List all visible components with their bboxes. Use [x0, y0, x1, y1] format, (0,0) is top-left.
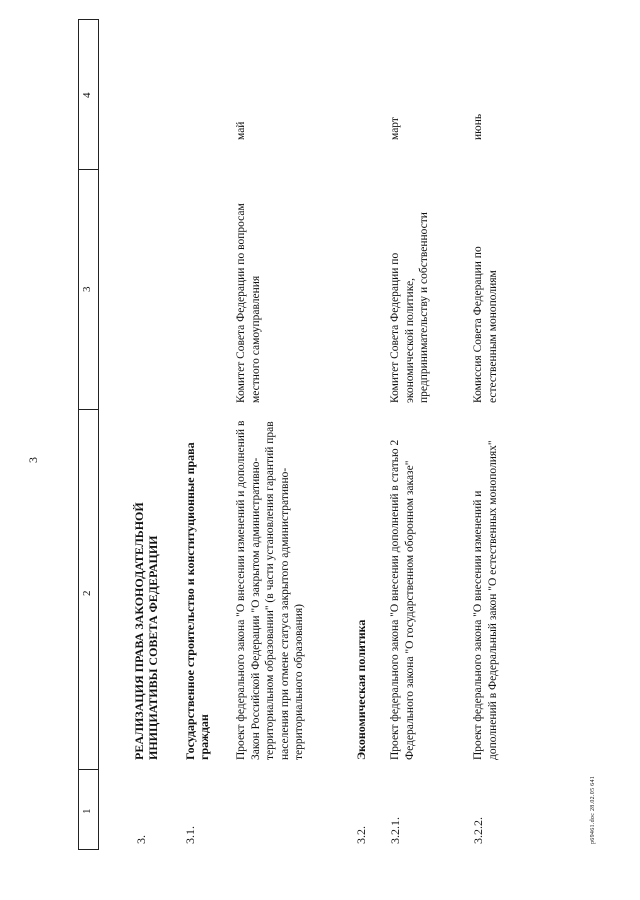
header-col-divider [78, 169, 99, 170]
deadline-month: май [235, 121, 247, 140]
project-description: Проект федерального закона "О внесении изменений и дополнений в Федеральный закон "О естественных монополиях" [472, 440, 499, 760]
header-top-border [78, 20, 79, 850]
section-number: 3.2. [354, 826, 368, 844]
row-number: 3.2.2. [471, 817, 485, 844]
footer-file-code: p69461.doc 28.02.05 641 [590, 775, 596, 844]
responsible-committee: Комиссия Совета Федерации по естественным монополиям [472, 246, 499, 403]
column-number: 1 [81, 808, 93, 814]
project-description: Проект федерального закона "О внесении изменений и дополнений в Закон Российской Федерации "О закрытом административно-территориальном образовании" (в части установления гарантий прав населения при отмене статуса закрытого административно-территориального образования) [235, 420, 305, 760]
column-number: 3 [81, 286, 93, 292]
header-col-divider [78, 409, 99, 410]
header-col-divider [78, 849, 99, 850]
column-number: 4 [81, 92, 93, 98]
deadline-month: март [389, 117, 401, 140]
section-number: 3. [134, 835, 148, 844]
section-title: РЕАЛИЗАЦИЯ ПРАВА ЗАКОНОДАТЕЛЬНОЙ ИНИЦИАТИВЫ СОВЕТА ФЕДЕРАЦИИ [132, 502, 160, 760]
section-title: Экономическая политика [354, 619, 368, 760]
responsible-committee: Комитет Совета Федерации по вопросам местного самоуправления [235, 203, 262, 403]
section-title: Государственное строительство и конституционные права граждан [183, 442, 211, 760]
header-col-divider [78, 769, 99, 770]
page-number: 3 [26, 457, 40, 463]
responsible-committee: Комитет Совета Федерации по экономической политике, предпринимательству и собственности [389, 212, 430, 403]
section-number: 3.1. [183, 826, 197, 844]
column-number: 2 [81, 590, 93, 596]
header-bottom-border [98, 20, 99, 850]
deadline-month: июнь [472, 113, 484, 140]
project-description: Проект федерального закона "О внесении дополнений в статью 2 Федерального закона "О государственном оборонном заказе" [389, 439, 416, 760]
header-col-divider [78, 19, 99, 20]
row-number: 3.2.1. [388, 817, 402, 844]
